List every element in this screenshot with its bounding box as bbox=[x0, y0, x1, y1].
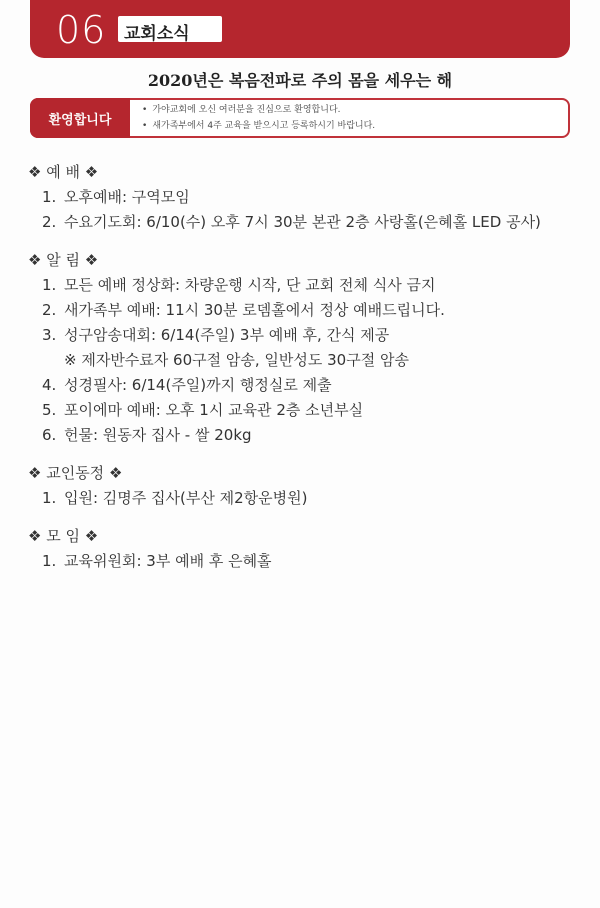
section-title-meetings: ❖ 모 임 ❖ bbox=[28, 527, 99, 545]
item-text: 성구암송대회: 6/14(주일) 3부 예배 후, 간식 제공 bbox=[64, 326, 390, 344]
list-item bbox=[28, 298, 588, 323]
list-item bbox=[28, 373, 588, 398]
item-text: 수요기도회: 6/10(수) 오후 7시 30분 본관 2층 사랑홀(은혜홀 LED 공사) bbox=[64, 213, 541, 231]
item-text: 성경필사: 6/14(주일)까지 행정실로 제출 bbox=[64, 376, 332, 394]
item-number: 2. bbox=[42, 213, 57, 231]
list-item bbox=[28, 185, 588, 210]
item-number: 4. bbox=[42, 376, 57, 394]
item-number: 1. bbox=[42, 552, 57, 570]
list-item bbox=[28, 210, 588, 235]
item-text: 포이에마 예배: 오후 1시 교육관 2층 소년부실 bbox=[64, 401, 364, 419]
section-number: 06 bbox=[56, 8, 107, 52]
list-item bbox=[28, 398, 588, 423]
section-title-member-news: ❖ 교인동정 ❖ bbox=[28, 464, 123, 482]
item-number: 1. bbox=[42, 188, 57, 206]
news-content bbox=[28, 160, 588, 574]
welcome-line: • 새가족부에서 4주 교육을 받으시고 등록하시기 바랍니다. bbox=[142, 118, 375, 134]
section-label-box bbox=[118, 16, 222, 42]
welcome-tag-label: 환영합니다 bbox=[48, 113, 112, 128]
item-text: 모든 예배 정상화: 차량운행 시작, 단 교회 전체 식사 금지 bbox=[64, 276, 436, 294]
item-note: ※ 제자반수료자 60구절 암송, 일반성도 30구절 암송 bbox=[64, 351, 409, 369]
list-item bbox=[28, 486, 588, 511]
welcome-tag bbox=[30, 98, 130, 138]
welcome-list bbox=[142, 102, 375, 134]
item-text: 오후예배: 구역모임 bbox=[64, 188, 190, 206]
welcome-line: • 가야교회에 오신 여러분을 진심으로 환영합니다. bbox=[142, 102, 375, 118]
item-text: 새가족부 예배: 11시 30분 로뎀홀에서 정상 예배드립니다. bbox=[64, 301, 445, 319]
item-text: 교육위원회: 3부 예배 후 은혜홀 bbox=[64, 552, 272, 570]
yearly-motto: 2020년은 복음전파로 주의 몸을 세우는 해 bbox=[147, 71, 453, 90]
list-item bbox=[28, 323, 588, 348]
section-title-announcements: ❖ 알 림 ❖ bbox=[28, 251, 99, 269]
list-item bbox=[28, 549, 588, 574]
item-number: 5. bbox=[42, 401, 57, 419]
item-text: 입원: 김명주 집사(부산 제2항운병원) bbox=[64, 489, 308, 507]
item-number: 1. bbox=[42, 489, 57, 507]
item-number: 6. bbox=[42, 426, 57, 444]
item-number: 3. bbox=[42, 326, 57, 344]
section-label: 교회소식 bbox=[124, 24, 190, 44]
section-title-worship: ❖ 예 배 ❖ bbox=[28, 163, 99, 181]
list-item bbox=[28, 273, 588, 298]
welcome-box bbox=[30, 98, 570, 138]
section-banner bbox=[30, 0, 570, 58]
item-number: 2. bbox=[42, 301, 57, 319]
item-text: 헌물: 원동자 집사 - 쌀 20kg bbox=[64, 426, 252, 444]
item-number: 1. bbox=[42, 276, 57, 294]
list-item bbox=[28, 423, 588, 448]
